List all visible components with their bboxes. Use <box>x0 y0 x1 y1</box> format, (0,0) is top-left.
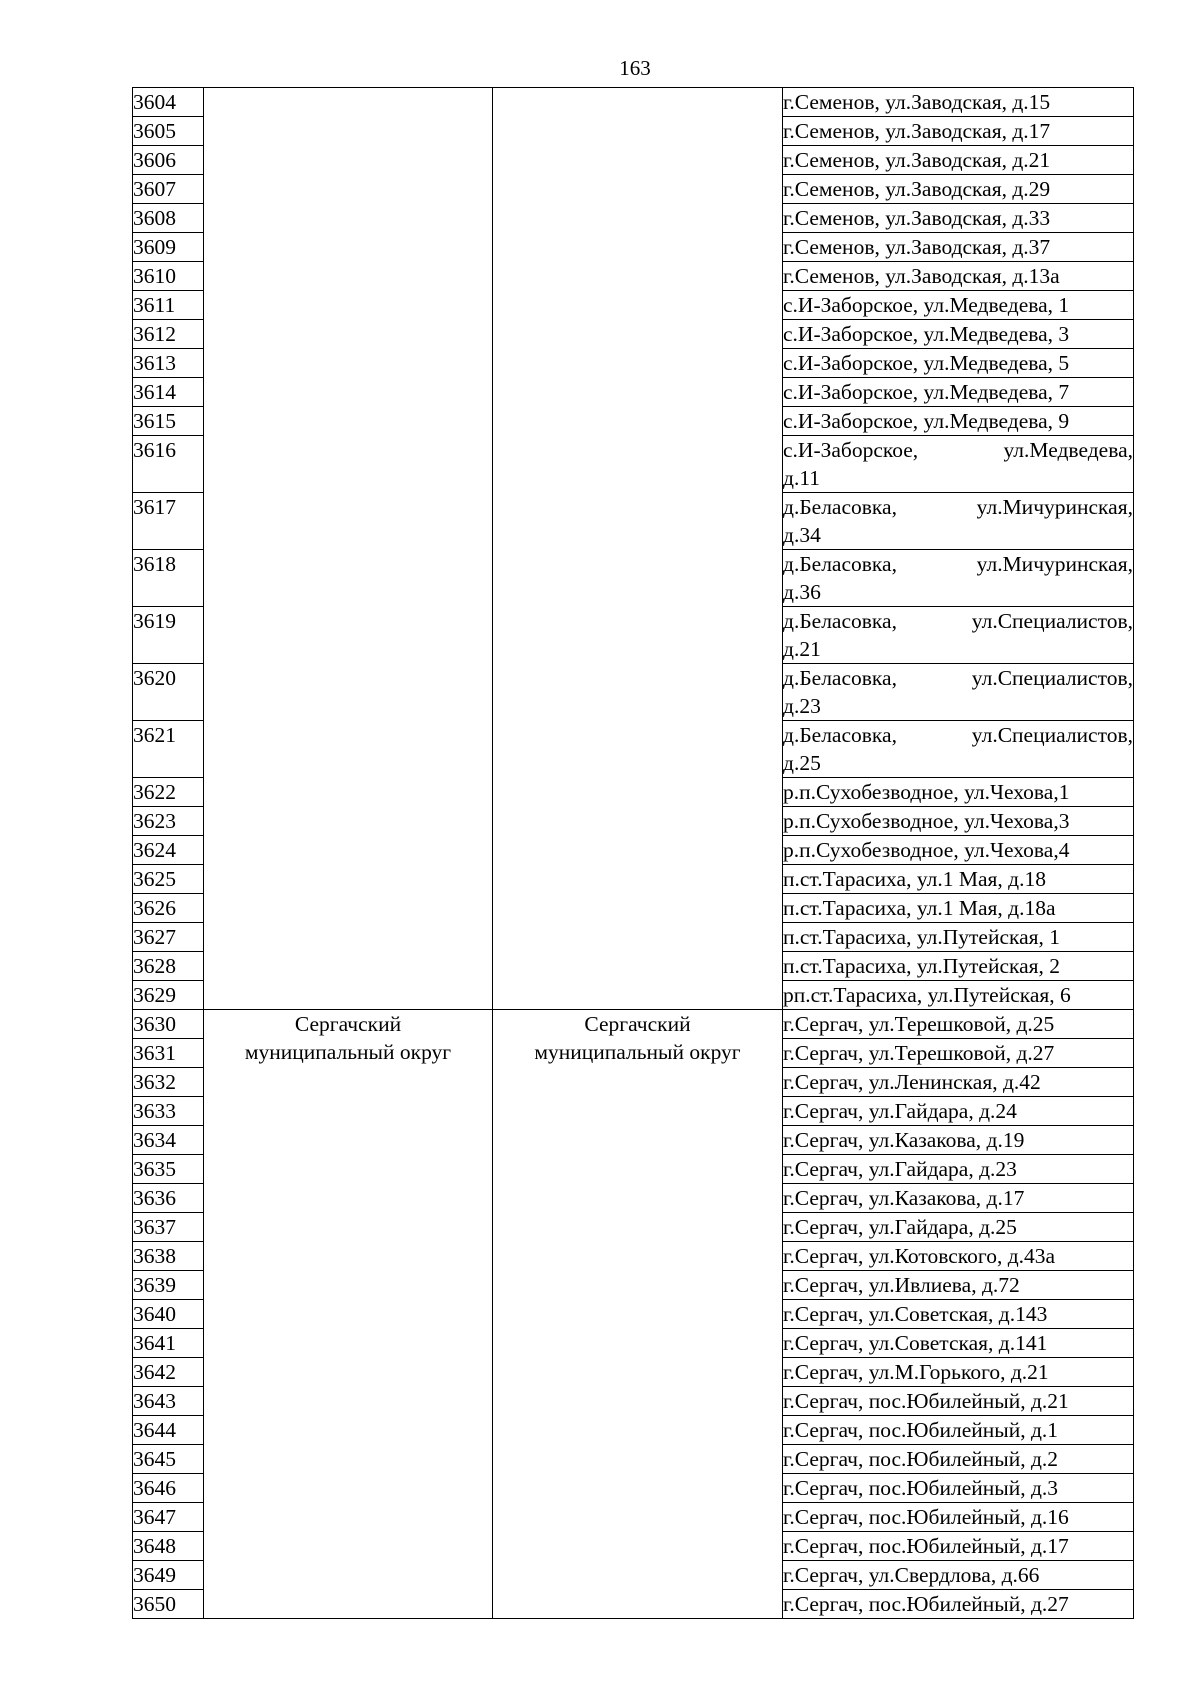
address-line: р.п.Сухобезводное, ул.Чехова,1 <box>783 780 1070 804</box>
address-line: г.Сергач, пос.Юбилейный, д.27 <box>783 1592 1069 1616</box>
address-line: рп.ст.Тарасиха, ул.Путейская, 6 <box>783 983 1071 1007</box>
address-cell <box>783 175 1134 204</box>
address-line: д.Беласовка, ул.Специалистов, <box>783 666 1133 690</box>
address-cell <box>783 1010 1134 1039</box>
address-cell <box>783 88 1134 117</box>
address-cell <box>783 436 1134 493</box>
address-cell <box>783 407 1134 436</box>
row-number: 3636 <box>133 1184 204 1213</box>
address-line: г.Сергач, пос.Юбилейный, д.16 <box>783 1505 1069 1529</box>
row-number: 3611 <box>133 291 204 320</box>
address-cell <box>783 1184 1134 1213</box>
address-cell <box>783 1387 1134 1416</box>
address-line: г.Семенов, ул.Заводская, д.13а <box>783 264 1060 288</box>
row-number: 3626 <box>133 894 204 923</box>
address-line-continuation: д.11 <box>783 466 821 490</box>
row-number: 3646 <box>133 1474 204 1503</box>
row-number: 3624 <box>133 836 204 865</box>
address-line: г.Сергач, ул.Ленинская, д.42 <box>783 1070 1041 1094</box>
address-line: г.Семенов, ул.Заводская, д.15 <box>783 90 1051 114</box>
row-number: 3631 <box>133 1039 204 1068</box>
row-number: 3608 <box>133 204 204 233</box>
address-line: п.ст.Тарасиха, ул.1 Мая, д.18а <box>783 896 1056 920</box>
address-cell <box>783 894 1134 923</box>
row-number: 3621 <box>133 721 204 778</box>
address-line: г.Сергач, пос.Юбилейный, д.2 <box>783 1447 1059 1471</box>
address-cell <box>783 1300 1134 1329</box>
address-line-continuation: д.23 <box>783 694 821 718</box>
row-number: 3650 <box>133 1590 204 1619</box>
address-line: г.Сергач, пос.Юбилейный, д.3 <box>783 1476 1059 1500</box>
address-line-continuation: д.34 <box>783 523 821 547</box>
address-line: г.Сергач, ул.Казакова, д.17 <box>783 1186 1025 1210</box>
address-cell <box>783 1503 1134 1532</box>
row-number: 3620 <box>133 664 204 721</box>
row-number: 3645 <box>133 1445 204 1474</box>
row-number: 3649 <box>133 1561 204 1590</box>
row-number: 3644 <box>133 1416 204 1445</box>
address-line: г.Семенов, ул.Заводская, д.17 <box>783 119 1051 143</box>
address-line: г.Сергач, ул.М.Горького, д.21 <box>783 1360 1049 1384</box>
address-cell <box>783 1445 1134 1474</box>
row-number: 3610 <box>133 262 204 291</box>
address-cell <box>783 1213 1134 1242</box>
row-number: 3634 <box>133 1126 204 1155</box>
address-cell <box>783 320 1134 349</box>
address-line: г.Сергач, пос.Юбилейный, д.1 <box>783 1418 1059 1442</box>
row-number: 3606 <box>133 146 204 175</box>
row-number: 3640 <box>133 1300 204 1329</box>
address-cell <box>783 721 1134 778</box>
address-line: с.И-Заборское, ул.Медведева, 7 <box>783 380 1070 404</box>
row-number: 3635 <box>133 1155 204 1184</box>
address-cell <box>783 1358 1134 1387</box>
address-line: г.Сергач, ул.Советская, д.141 <box>783 1331 1048 1355</box>
address-line: г.Сергач, ул.Казакова, д.19 <box>783 1128 1025 1152</box>
row-number: 3614 <box>133 378 204 407</box>
address-cell <box>783 117 1134 146</box>
address-cell <box>783 1242 1134 1271</box>
municipality-cell <box>204 88 493 1010</box>
address-cell <box>783 1097 1134 1126</box>
address-table <box>132 87 1134 1619</box>
address-line: с.И-Заборское, ул.Медведева, 1 <box>783 293 1070 317</box>
page-number: 163 <box>619 56 651 80</box>
row-number: 3639 <box>133 1271 204 1300</box>
row-number: 3647 <box>133 1503 204 1532</box>
address-line: г.Семенов, ул.Заводская, д.21 <box>783 148 1051 172</box>
address-line: с.И-Заборское, ул.Медведева, 5 <box>783 351 1070 375</box>
address-line: г.Сергач, пос.Юбилейный, д.21 <box>783 1389 1069 1413</box>
address-cell <box>783 146 1134 175</box>
address-cell <box>783 807 1134 836</box>
row-number: 3618 <box>133 550 204 607</box>
address-line: д.Беласовка, ул.Мичуринская, <box>783 495 1133 519</box>
address-cell <box>783 493 1134 550</box>
row-number: 3607 <box>133 175 204 204</box>
address-line: д.Беласовка, ул.Специалистов, <box>783 609 1133 633</box>
row-number: 3632 <box>133 1068 204 1097</box>
address-line: г.Сергач, ул.Свердлова, д.66 <box>783 1563 1040 1587</box>
row-number: 3648 <box>133 1532 204 1561</box>
address-line: п.ст.Тарасиха, ул.Путейская, 2 <box>783 954 1061 978</box>
municipality-cell <box>204 1010 493 1619</box>
row-number: 3628 <box>133 952 204 981</box>
row-number: 3627 <box>133 923 204 952</box>
row-number: 3623 <box>133 807 204 836</box>
row-number: 3637 <box>133 1213 204 1242</box>
address-line: г.Сергач, ул.Гайдара, д.25 <box>783 1215 1017 1239</box>
row-number: 3630 <box>133 1010 204 1039</box>
address-cell <box>783 550 1134 607</box>
address-cell <box>783 778 1134 807</box>
address-line: г.Семенов, ул.Заводская, д.29 <box>783 177 1051 201</box>
address-line: г.Сергач, ул.Советская, д.143 <box>783 1302 1048 1326</box>
table-row <box>133 1010 1134 1039</box>
row-number: 3622 <box>133 778 204 807</box>
row-number: 3613 <box>133 349 204 378</box>
address-cell <box>783 378 1134 407</box>
address-cell <box>783 1271 1134 1300</box>
address-line: р.п.Сухобезводное, ул.Чехова,3 <box>783 809 1070 833</box>
address-cell <box>783 607 1134 664</box>
district-cell <box>493 88 783 1010</box>
row-number: 3605 <box>133 117 204 146</box>
address-cell <box>783 1532 1134 1561</box>
address-line: с.И-Заборское, ул.Медведева, 9 <box>783 409 1070 433</box>
district-name: Сергачский муниципальный округ <box>534 1012 741 1064</box>
address-cell <box>783 262 1134 291</box>
row-number: 3616 <box>133 436 204 493</box>
row-number: 3642 <box>133 1358 204 1387</box>
address-line: г.Сергач, ул.Гайдара, д.24 <box>783 1099 1017 1123</box>
address-line: д.Беласовка, ул.Мичуринская, <box>783 552 1133 576</box>
row-number: 3625 <box>133 865 204 894</box>
address-cell <box>783 981 1134 1010</box>
address-cell <box>783 204 1134 233</box>
address-line-continuation: д.36 <box>783 580 821 604</box>
address-cell <box>783 1561 1134 1590</box>
row-number: 3629 <box>133 981 204 1010</box>
row-number: 3633 <box>133 1097 204 1126</box>
address-line: г.Сергач, пос.Юбилейный, д.17 <box>783 1534 1069 1558</box>
row-number: 3619 <box>133 607 204 664</box>
address-cell <box>783 1329 1134 1358</box>
address-cell <box>783 233 1134 262</box>
address-cell <box>783 865 1134 894</box>
row-number: 3612 <box>133 320 204 349</box>
address-line: с.И-Заборское, ул.Медведева, <box>783 438 1133 462</box>
address-cell <box>783 1039 1134 1068</box>
municipality-name: Сергачский муниципальный округ <box>244 1012 452 1064</box>
row-number: 3615 <box>133 407 204 436</box>
address-line: г.Сергач, ул.Терешковой, д.27 <box>783 1041 1055 1065</box>
address-line: п.ст.Тарасиха, ул.1 Мая, д.18 <box>783 867 1046 891</box>
address-cell <box>783 1590 1134 1619</box>
address-line: д.Беласовка, ул.Специалистов, <box>783 723 1133 747</box>
address-cell <box>783 923 1134 952</box>
address-line: г.Семенов, ул.Заводская, д.33 <box>783 206 1051 230</box>
address-table-body <box>133 88 1134 1619</box>
address-line: г.Сергач, ул.Котовского, д.43а <box>783 1244 1056 1268</box>
address-line-continuation: д.21 <box>783 637 821 661</box>
address-cell <box>783 1126 1134 1155</box>
row-number: 3638 <box>133 1242 204 1271</box>
table-row <box>133 88 1134 117</box>
address-cell <box>783 291 1134 320</box>
address-line: г.Сергач, ул.Терешковой, д.25 <box>783 1012 1055 1036</box>
row-number: 3609 <box>133 233 204 262</box>
address-line: г.Семенов, ул.Заводская, д.37 <box>783 235 1051 259</box>
district-cell <box>493 1010 783 1619</box>
address-line: с.И-Заборское, ул.Медведева, 3 <box>783 322 1070 346</box>
address-cell <box>783 1155 1134 1184</box>
address-line-continuation: д.25 <box>783 751 821 775</box>
address-cell <box>783 1474 1134 1503</box>
address-cell <box>783 1068 1134 1097</box>
address-cell <box>783 349 1134 378</box>
address-cell <box>783 1416 1134 1445</box>
address-cell <box>783 836 1134 865</box>
address-line: р.п.Сухобезводное, ул.Чехова,4 <box>783 838 1070 862</box>
address-cell <box>783 664 1134 721</box>
row-number: 3617 <box>133 493 204 550</box>
row-number: 3604 <box>133 88 204 117</box>
row-number: 3641 <box>133 1329 204 1358</box>
address-cell <box>783 952 1134 981</box>
row-number: 3643 <box>133 1387 204 1416</box>
address-line: г.Сергач, ул.Ивлиева, д.72 <box>783 1273 1020 1297</box>
address-line: п.ст.Тарасиха, ул.Путейская, 1 <box>783 925 1061 949</box>
address-line: г.Сергач, ул.Гайдара, д.23 <box>783 1157 1017 1181</box>
